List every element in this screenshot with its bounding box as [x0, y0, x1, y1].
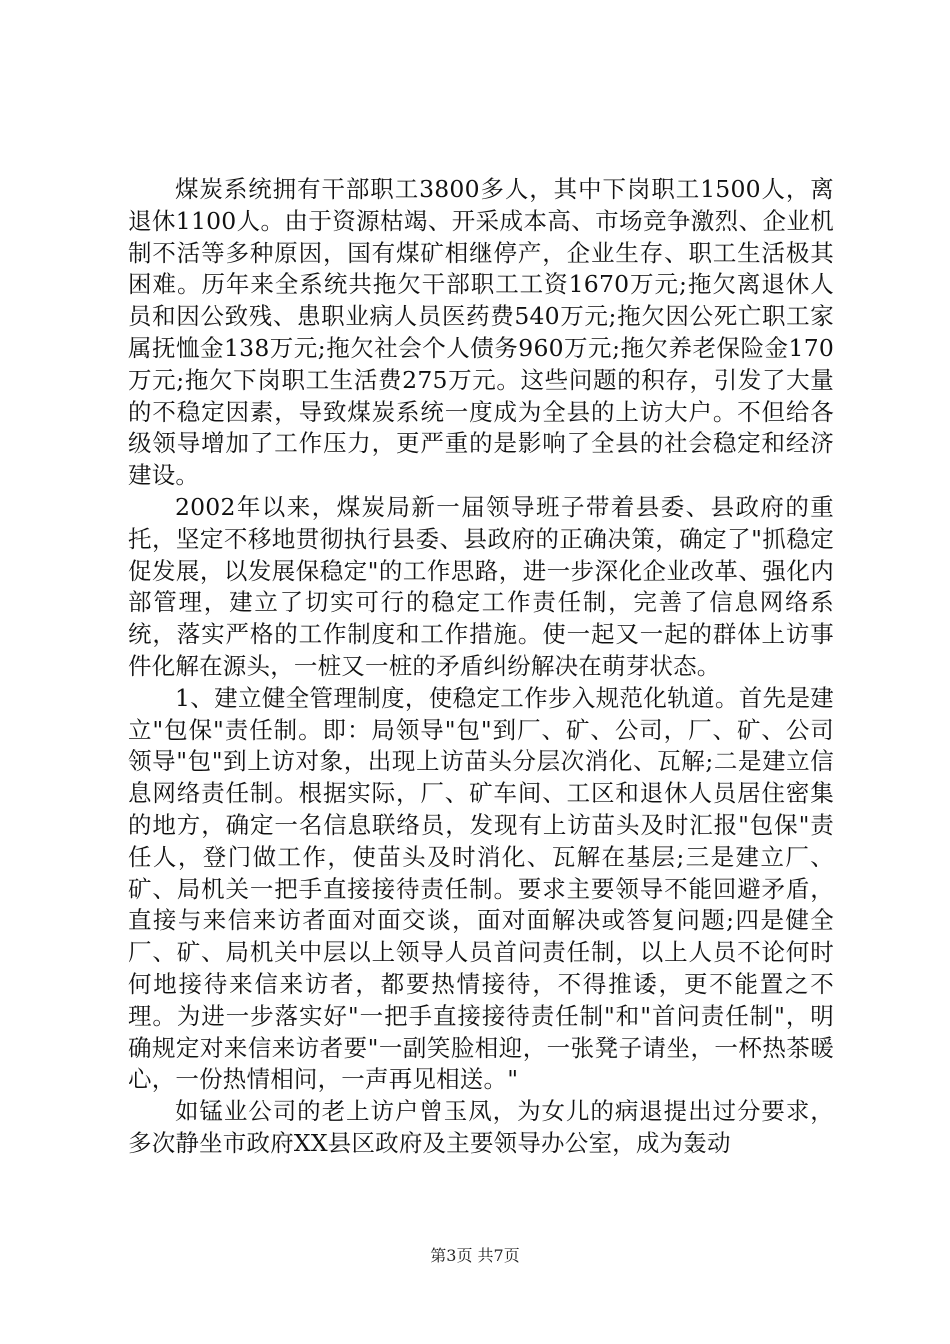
- page-footer: [0, 1246, 950, 1266]
- paragraph-3: 1、建立健全管理制度，使稳定工作步入规范化轨道。首先是建立"包保"责任制。即：局领导"包"到厂、矿、公司，厂、矿、公司领导"包"到上访对象，出现上访苗头分层次消化、瓦解;二是建立信息网络责任制。根据实际，厂、矿车间、工区和退休人员居住密集的地方，确定一名信息联络员，发现有上访苗头及时汇报"包保"责任人，登门做工作，使苗头及时消化、瓦解在基层;三是建立厂、矿、局机关一把手直接接待责任制。要求主要领导不能回避矛盾，直接与来信来访者面对面交谈，面对面解决或答复问题;四是健全厂、矿、局机关中层以上领导人员首问责任制，以上人员不论何时何地接待来信来访者，都要热情接待，不得推诿，更不能置之不理。为进一步落实好"一把手直接接待责任制"和"首问责任制"，明确规定对来信来访者要"一副笑脸相迎，一张凳子请坐，一杯热茶暖心，一份热情相问，一声再见相送。": [128, 683, 834, 1094]
- paragraph-1: 煤炭系统拥有干部职工3800多人，其中下岗职工1500人，离退休1100人。由于资源枯竭、开采成本高、市场竞争激烈、企业机制不活等多种原因，国有煤矿相继停产，企业生存、职工生活极其困难。历年来全系统共拖欠干部职工工资1670万元;拖欠离退休人员和因公致残、患职业病人员医药费540万元;拖欠因公死亡职工家属抚恤金138万元;拖欠社会个人债务960万元;拖欠养老保险金170万元;拖欠下岗职工生活费275万元。这些问题的积存，引发了大量的不稳定因素，导致煤炭系统一度成为全县的上访大户。不但给各级领导增加了工作压力，更严重的是影响了全县的社会稳定和经济建设。: [128, 175, 834, 490]
- page-number: 第3页 共7页: [430, 1246, 520, 1265]
- paragraph-4: 如锰业公司的老上访户曾玉凤，为女儿的病退提出过分要求，多次静坐市政府XX县区政府及主要领导办公室，成为轰动: [128, 1097, 834, 1157]
- paragraph-2: 2002年以来，煤炭局新一届领导班子带着县委、县政府的重托，坚定不移地贯彻执行县委、县政府的正确决策，确定了"抓稳定促发展，以发展保稳定"的工作思路，进一步深化企业改革、强化内部管理，建立了切实可行的稳定工作责任制，完善了信息网络系统，落实严格的工作制度和工作措施。使一起又一起的群体上访事件化解在源头，一桩又一桩的矛盾纠纷解决在萌芽状态。: [128, 492, 834, 680]
- document-body: [128, 174, 834, 1160]
